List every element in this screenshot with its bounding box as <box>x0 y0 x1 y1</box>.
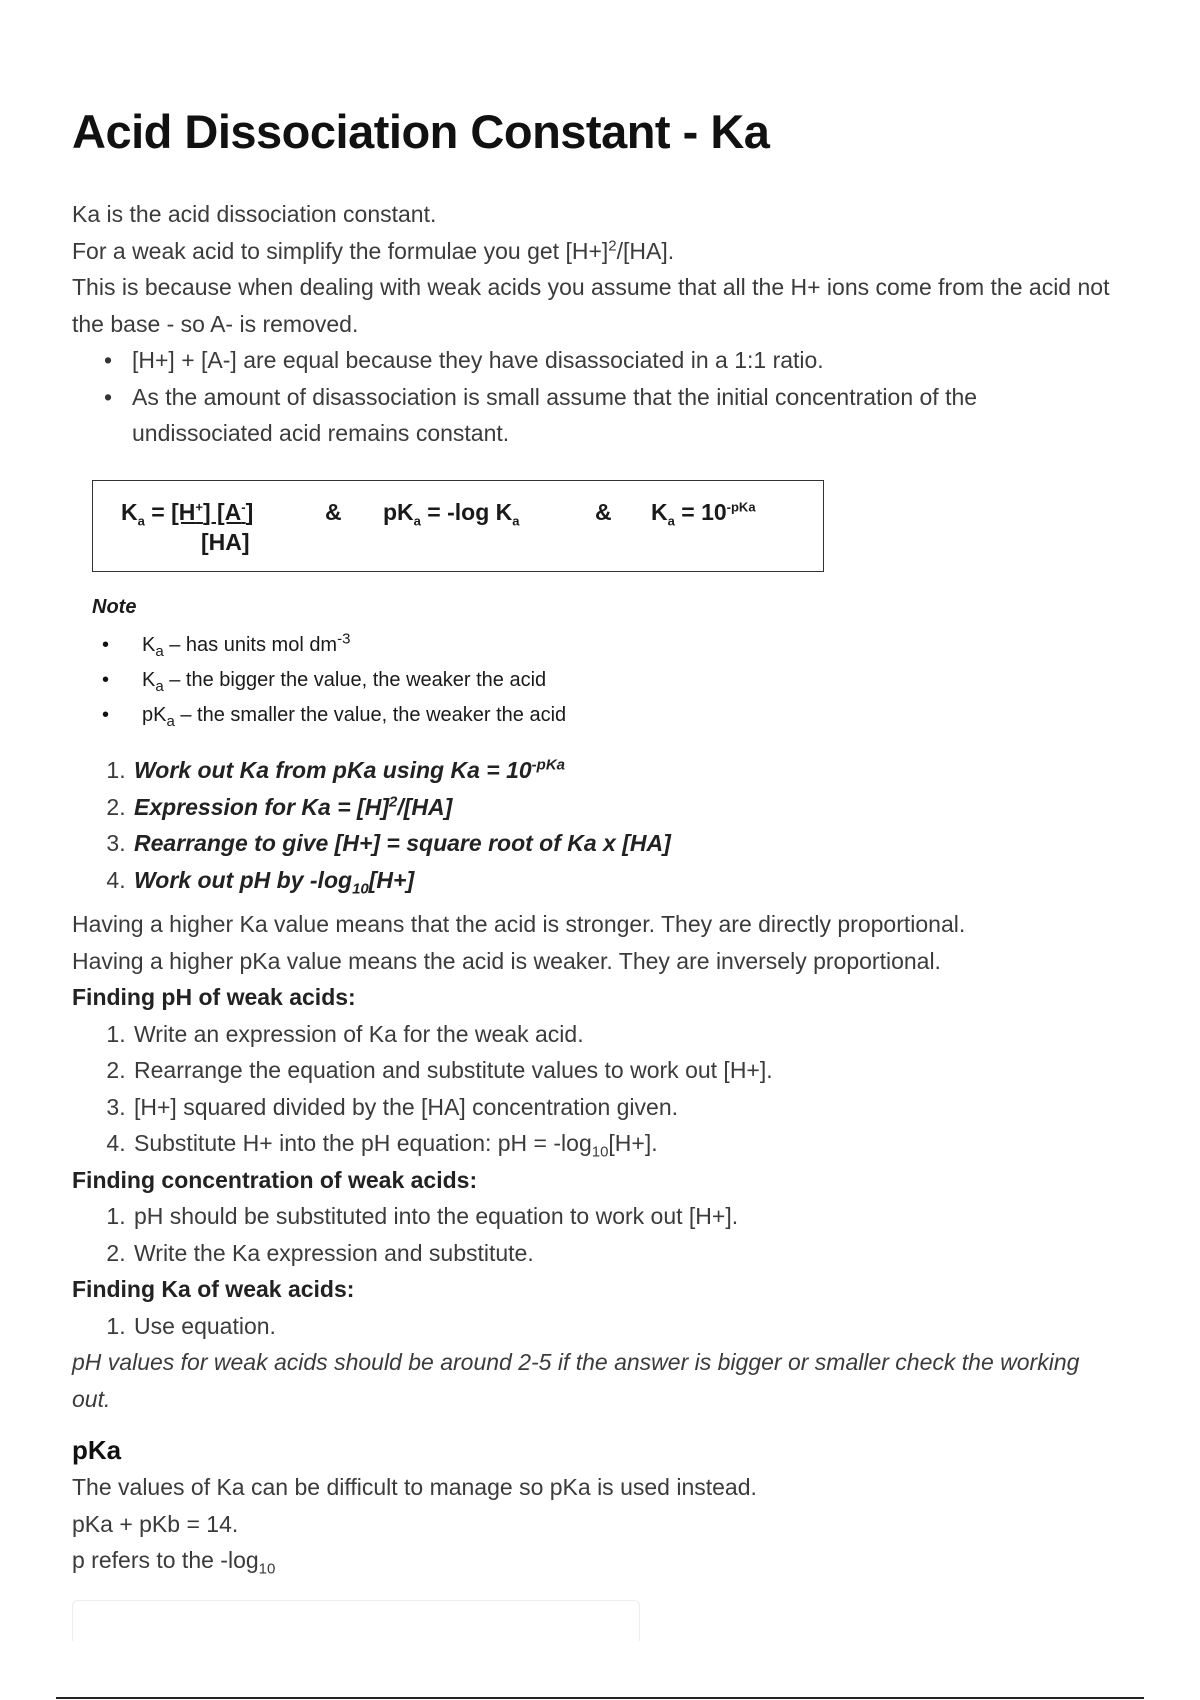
section-heading: Finding concentration of weak acids: <box>72 1166 478 1193</box>
ka-fraction-denominator: [HA] <box>201 529 250 555</box>
paragraph: Having a higher pKa value means the acid is weaker. They are inversely proportional. <box>72 947 941 974</box>
page-divider <box>56 1697 1144 1699</box>
list-item: 1. Use equation. <box>132 1308 1112 1345</box>
intro-line: Ka is the acid dissociation constant. <box>72 201 437 227</box>
intro-section <box>72 196 1112 452</box>
empty-block <box>72 1600 640 1641</box>
paragraph: p refers to the $-\log_{10}$ <box>72 1547 276 1578</box>
ka-power-formula: $K_a = 10^{-pKa}$ <box>651 499 756 529</box>
list-item: • As the amount of disassociation is small assume that the initial concentration of the undissociated acid remains constant. <box>132 379 1112 452</box>
paragraph: Having a higher Ka value means that the acid is stronger. They are directly proportional. <box>72 911 966 937</box>
paragraph: pKa + pKb = 14. <box>72 1510 239 1537</box>
numbered-list <box>72 1308 1112 1345</box>
list-item: 2. Write the Ka expression and substitute. <box>132 1235 1112 1272</box>
pka-heading: pKa <box>72 1435 122 1465</box>
page-title: Acid Dissociation Constant - Ka <box>72 105 770 158</box>
list-item: 1. Work out Ka from pKa using $Ka = 10^{-pKa}$ <box>132 752 1112 789</box>
ampersand: & <box>325 499 342 525</box>
list-item: 1. pH should be substituted into the equation to work out [H+]. <box>132 1198 1112 1235</box>
list-item: 2. Rearrange the equation and substitute values to work out [H+]. <box>132 1052 1112 1089</box>
paragraph: The values of Ka can be difficult to manage so pKa is used instead. <box>72 1474 757 1500</box>
intro-bullet-list <box>72 342 1112 452</box>
body-section <box>72 906 1112 1579</box>
list-item: 4. Work out pH by $-\log_{10}[H+]$ <box>132 862 1112 899</box>
numbered-list <box>72 752 1112 898</box>
list-item: • $K_a$ – the bigger the value, the weaker the acid <box>142 663 812 698</box>
method-steps <box>72 752 1112 898</box>
list-item: 3. [H+] squared divided by the [HA] concentration given. <box>132 1089 1112 1126</box>
section-heading: Finding pH of weak acids: <box>72 984 356 1010</box>
note-title: Note <box>92 596 137 618</box>
pka-formula: $pK_a = -\log$ $K_a$ <box>383 499 520 529</box>
formula-box <box>92 480 824 572</box>
ph-note: pH values for weak acids should be around 2-5 if the answer is bigger or smaller check the working out. <box>72 1349 1080 1412</box>
list-item: 2. Expression for $Ka = [H]^2/[HA]$ <box>132 789 1112 826</box>
ka-fraction-numerator: $K_a = [H^+]$ [A-] <box>121 499 254 529</box>
intro-line: For a weak acid to simplify the formulae you get $[H+]^2/[HA]$. <box>72 236 675 264</box>
list-item: 4. Substitute H+ into the pH equation: pH = $-\log_{10}[H+]$. <box>132 1125 1112 1162</box>
note-list <box>92 628 812 733</box>
numbered-list <box>72 1016 1112 1162</box>
intro-line: This is because when dealing with weak acids you assume that all the H+ ions come from the acid not the base - so A- is removed. <box>72 274 1110 337</box>
note-section <box>92 596 812 733</box>
list-item: • $pK_a$ – the smaller the value, the weaker the acid <box>142 698 812 733</box>
ampersand: & <box>595 499 612 525</box>
list-item: • $K_a$ – has units mol $dm^{-3}$ <box>142 628 812 663</box>
list-item: • [H+] + [A-] are equal because they have disassociated in a 1:1 ratio. <box>132 342 1112 379</box>
section-heading: Finding Ka of weak acids: <box>72 1276 355 1302</box>
list-item: 1. Write an expression of Ka for the weak acid. <box>132 1016 1112 1053</box>
list-item: 3. Rearrange to give [H+] = square root of Ka x [HA] <box>132 825 1112 862</box>
numbered-list <box>72 1198 1112 1271</box>
